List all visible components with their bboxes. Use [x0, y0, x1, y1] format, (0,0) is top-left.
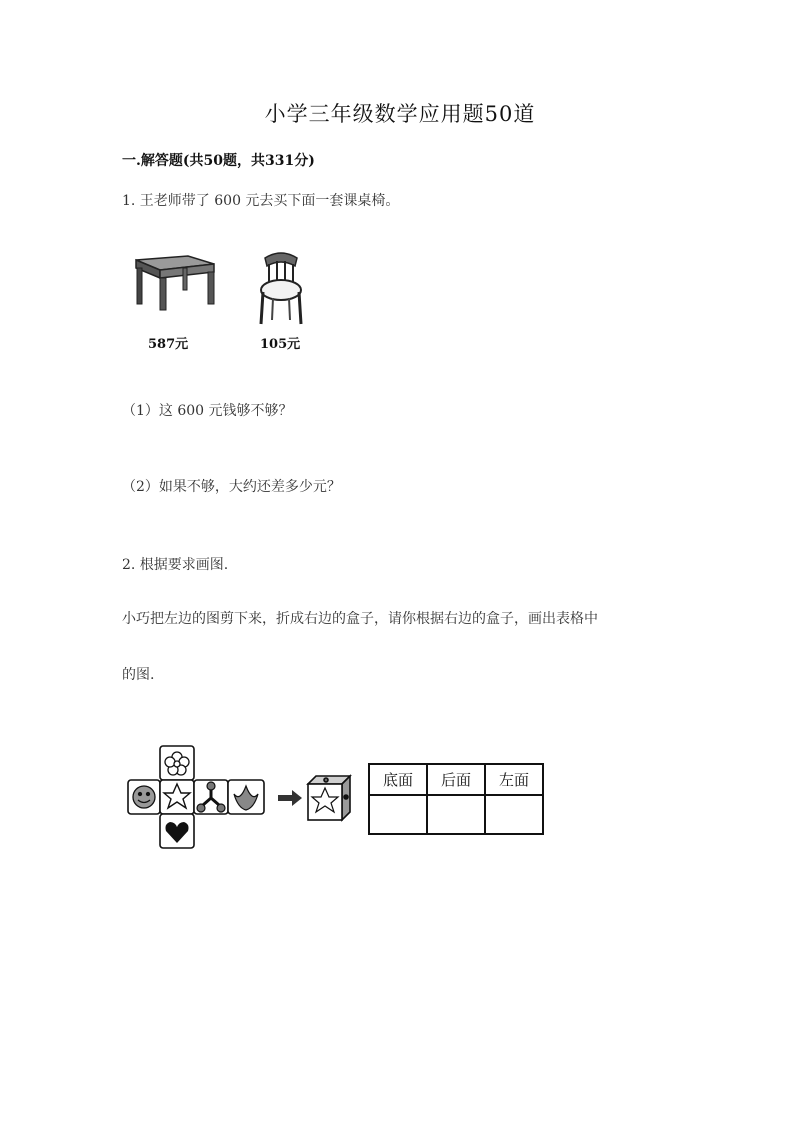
chair-price: 105元 [260, 337, 301, 352]
section-heading: 一.解答题(共50题，共331分) [122, 153, 315, 169]
answer-cell-back[interactable] [427, 795, 485, 834]
answer-table [368, 763, 544, 835]
question-1-text: 1. 王老师带了 600 元去买下面一套课桌椅。 [122, 193, 400, 209]
cube-icon [308, 776, 350, 820]
answer-cell-bottom[interactable] [369, 795, 427, 834]
question-2-desc-line2: 的图. [122, 667, 155, 683]
smiley-icon [133, 786, 155, 808]
table-header-left: 左面 [485, 764, 543, 795]
question-2-desc-line1: 小巧把左边的图剪下来，折成右边的盒子，请你根据右边的盒子，画出表格中 [122, 611, 598, 627]
question-2-text: 2. 根据要求画图. [122, 557, 229, 573]
page-title: 小学三年级数学应用题50道 [264, 102, 536, 126]
answer-cell-left[interactable] [485, 795, 543, 834]
question-1-sub2: （2）如果不够，大约还差多少元？ [122, 479, 341, 495]
cube-net-diagram [126, 742, 356, 854]
desk-price: 587元 [148, 337, 189, 352]
table-header-bottom: 底面 [369, 764, 427, 795]
arrow-icon [278, 790, 302, 806]
chair-image [255, 248, 307, 328]
question-1-sub1: （1）这 600 元钱够不够？ [122, 403, 293, 419]
desk-image [128, 252, 218, 312]
table-header-back: 后面 [427, 764, 485, 795]
